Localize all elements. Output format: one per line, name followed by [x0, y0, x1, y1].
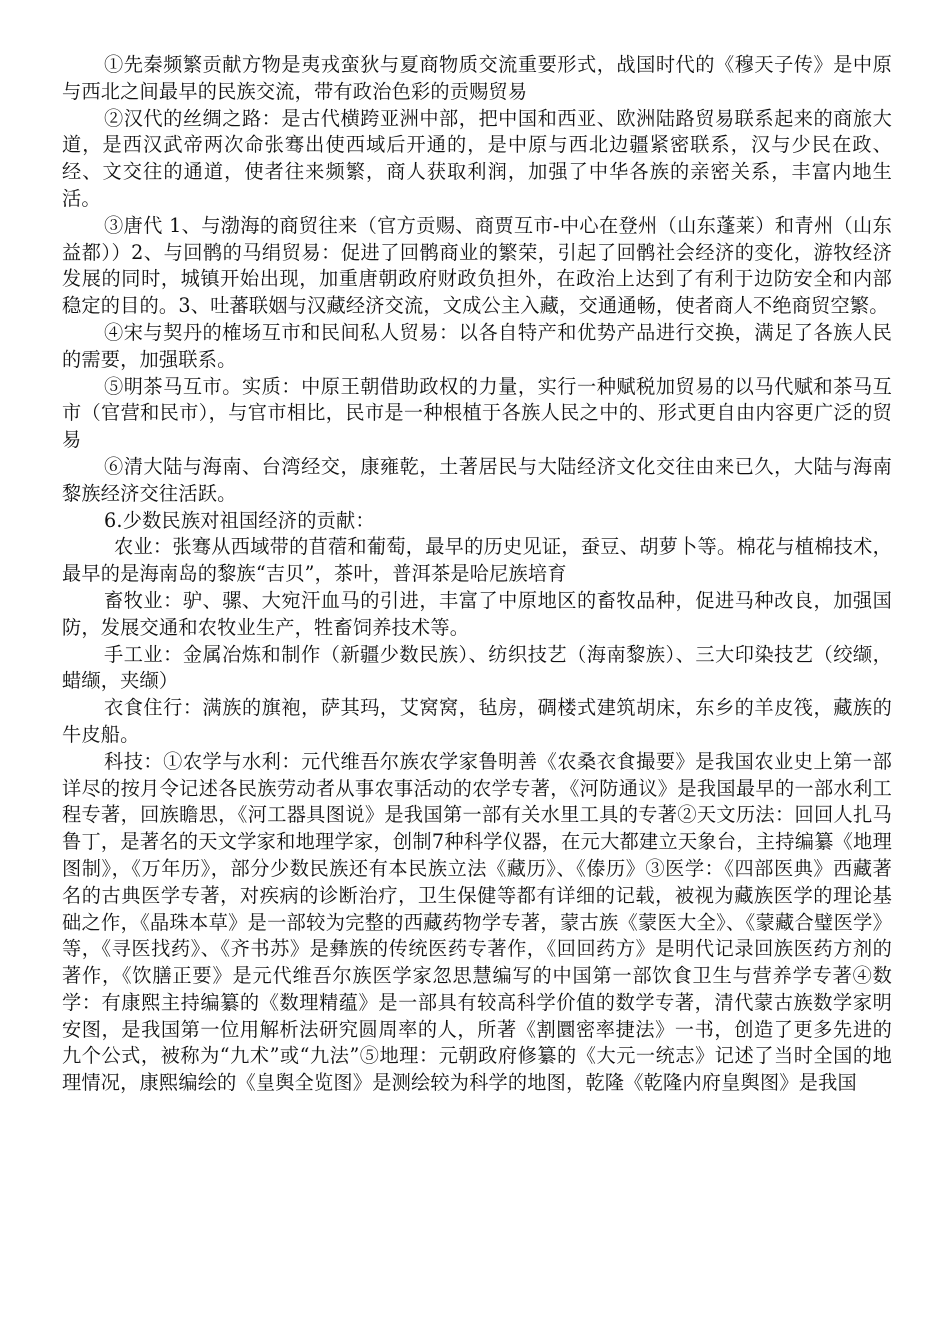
paragraph-tang-trade: ③唐代 1、与渤海的商贸往来（官方贡赐、商贾互市-中心在登州（山东蓬莱）和青州（山东益都））2、与回鹘的马绢贸易：促进了回鹘商业的繁荣，引起了回鹘社会经济的变化，游牧经济发展的同时，城镇开始出现，加重唐朝政府财政负担外，在政治上达到了有利于边防安全和内部稳定的目的。3、吐蕃联姻与汉藏经济交流，文成公主入藏，交通通畅，使者商人不绝商贸空繁。 [62, 213, 892, 318]
paragraph-animal-husbandry: 畜牧业：驴、骡、大宛汗血马的引进，丰富了中原地区的畜牧品种，促进马种改良，加强国防，发展交通和农牧业生产，牲畜饲养技术等。 [62, 588, 892, 639]
paragraph-agriculture: 农业：张骞从西域带的苜蓿和葡萄，最早的历史见证，蚕豆、胡萝卜等。棉花与植棉技术，最早的是海南岛的黎族“吉贝”，茶叶，普洱茶是哈尼族培育 [62, 535, 892, 586]
paragraph-ming-tea-horse: ⑤明茶马互市。实质：中原王朝借助政权的力量，实行一种赋税加贸易的以马代赋和茶马互市（官营和民市），与官市相比，民市是一种根植于各族人民之中的、形式更自由内容更广泛的贸易 [62, 374, 892, 452]
paragraph-pre-qin-trade: ①先秦频繁贡献方物是夷戎蛮狄与夏商物质交流重要形式，战国时代的《穆天子传》是中原与西北之间最早的民族交流，带有政治色彩的贡赐贸易 [62, 53, 892, 103]
paragraph-song-khitan-trade: ④宋与契丹的榷场互市和民间私人贸易：以各自特产和优势产品进行交换，满足了各族人民的需要，加强联系。 [62, 320, 892, 371]
paragraph-daily-life: 衣食住行：满族的旗袍，萨其玛，艾窝窝，毡房，碉楼式建筑胡床，东乡的羊皮筏，藏族的牛皮船。 [62, 696, 892, 746]
paragraph-science-technology: 科技：①农学与水利：元代维吾尔族农学家鲁明善《农桑衣食撮要》是我国农业史上第一部详尽的按月令记述各民族劳动者从事农事活动的农学专著，《河防通议》是我国最早的一部水利工程专著，回族瞻思，《河工器具图说》是我国第一部有关水里工具的专著②天文历法：回回人扎马鲁丁，是著名的天文学家和地理学家，创制7种科学仪器，在元大都建立天象台，主持编纂《地理图制》，《万年历》，部分少数民族还有本民族立法《藏历》、《傣历》③医学：《四部医典》西藏著名的古典医学专著，对疾病的诊断治疗，卫生保健等都有详细的记载，被视为藏族医学的理论基础之作，《晶珠本草》是一部较为完整的西藏药物学专著，蒙古族《蒙医大全》、《蒙藏合璧医学》等，《寻医找药》、《齐书苏》是彝族的传统医药专著作，《回回药方》是明代记录回族医药方剂的著作，《饮膳正要》是元代维吾尔族医学家忽思慧编写的中国第一部饮食卫生与营养学专著④数学：有康熙主持编纂的《数理精蕴》是一部具有较高科学价值的数学专著，清代蒙古族数学家明安图，是我国第一位用解析法研究圆周率的人，所著《割圜密率捷法》一书，创造了更多先进的九个公式，被称为“九术”或“九法”⑤地理：元朝政府修纂的《大元一统志》记述了当时全国的地理情况，康熙编绘的《皇舆全览图》是测绘较为科学的地图，乾隆《乾隆内府皇舆图》是我国 [62, 749, 892, 1095]
paragraph-handicraft: 手工业：金属冶炼和制作（新疆少数民族）、纺织技艺（海南黎族）、三大印染技艺（绞缬，蜡缬，夹缬） [62, 642, 892, 693]
paragraph-qing-hainan-taiwan: ⑥清大陆与海南、台湾经交，康雍乾，土著居民与大陆经济文化交往由来已久，大陆与海南黎族经济交往活跃。 [62, 454, 892, 505]
paragraph-han-silk-road: ②汉代的丝绸之路：是古代横跨亚洲中部，把中国和西亚、欧洲陆路贸易联系起来的商旅大道，是西汉武帝两次命张骞出使西域后开通的，是中原与西北边疆紧密联系，汉与少民在政、经、文交往的通道，使者往来频繁，商人获取利润，加强了中华各族的亲密关系，丰富内地生活。 [62, 106, 892, 210]
section-heading-contributions: 6.少数民族对祖国经济的贡献： [104, 508, 375, 532]
